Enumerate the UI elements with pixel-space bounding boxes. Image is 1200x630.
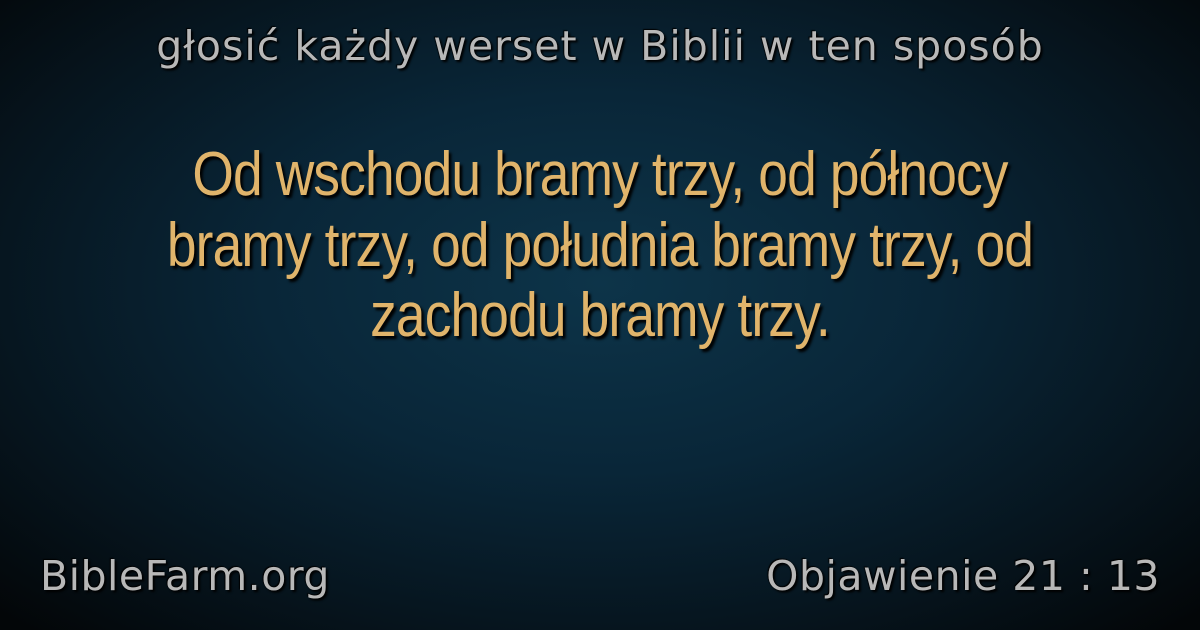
- verse-reference: Objawienie 21 : 13: [766, 552, 1160, 600]
- tagline: głosić każdy werset w Biblii w ten sposób: [156, 22, 1044, 70]
- verse-text: Od wschodu bramy trzy, od północy bramy trzy, od południa bramy trzy, od zachodu bramy trzy.: [166, 140, 1034, 351]
- site-name: BibleFarm.org: [40, 552, 330, 600]
